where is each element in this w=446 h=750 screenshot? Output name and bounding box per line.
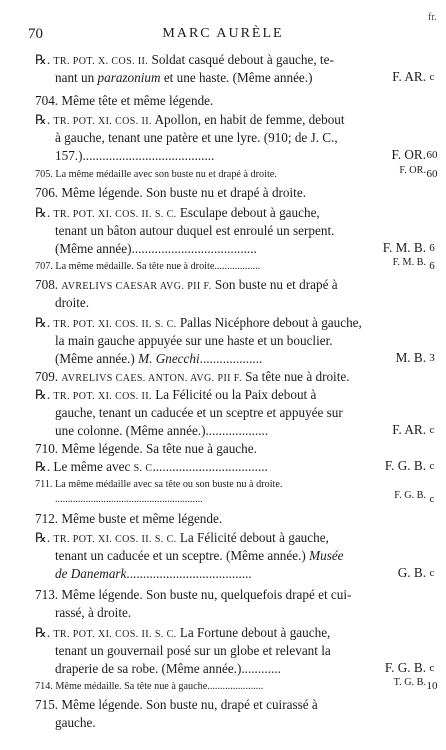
- metal-size-code: F. G. B.: [384, 660, 426, 675]
- metal-size-code: F. M. B.: [392, 257, 426, 268]
- metal-size-code: T. G. B.: [393, 677, 426, 688]
- text-line: [35, 51, 334, 70]
- text-run: 704. Même tête et même légende.: [35, 93, 214, 108]
- text-run: gauche.: [55, 715, 96, 730]
- text-line: [55, 422, 268, 439]
- text-line: [35, 258, 260, 275]
- text-run: ℞. Le même avec: [35, 459, 134, 474]
- text-run: une colonne. (Même année.)...................: [55, 423, 269, 438]
- text-run: Esculape debout à gauche,: [176, 205, 320, 220]
- text-run: Apollon, en habit de femme, debout: [151, 112, 345, 127]
- text-run: 706. Même légende. Son buste nu et drapé à droite.: [35, 185, 307, 200]
- margin-price: c: [429, 460, 435, 472]
- text-run: à gauche, tenant une patère et une lyre. (910; de J. C.,: [55, 130, 338, 145]
- text-run: TR. POT. XI. COS. II. S. C.: [53, 629, 177, 640]
- text-run: AVRELIVS CAES. ANTON. AVG. PII F.: [61, 373, 242, 384]
- metal-size-code: F. AR.: [392, 69, 426, 84]
- metal-size-code: F. OR.: [399, 165, 426, 176]
- text-line: [55, 129, 338, 146]
- text-run: TR. POT. XI. COS. II.: [53, 116, 152, 127]
- margin-price: 3: [429, 352, 435, 364]
- text-run: et une haste. (Même année.): [160, 70, 313, 85]
- text-run: TR. POT. XI. COS. II. S. C.: [53, 209, 177, 220]
- text-line: [55, 404, 343, 421]
- metal-size-code: M. B.: [395, 350, 426, 365]
- text-run: draperie de sa robe. (Même année.)............: [55, 661, 281, 676]
- text-run: M. Gnecchi: [138, 351, 200, 366]
- text-line: [55, 294, 89, 311]
- text-run: ..........................................................: [55, 494, 203, 505]
- margin-price: 60: [426, 168, 438, 180]
- text-run: rassé, à droite.: [55, 605, 132, 620]
- text-run: TR. POT. X. COS. II.: [53, 56, 149, 67]
- text-line: [55, 604, 131, 621]
- text-line: [35, 529, 329, 548]
- text-run: Musée: [309, 548, 344, 563]
- text-run: (Même année)......................................: [55, 241, 257, 256]
- text-line: [35, 368, 350, 387]
- text-line: [35, 586, 351, 603]
- text-line: [35, 166, 277, 183]
- text-run: ℞.: [35, 52, 54, 67]
- text-line: [35, 440, 257, 457]
- text-run: TR. POT. XI. COS. II. S. C.: [53, 534, 177, 545]
- text-run: 710. Même légende. Sa tête nue à gauche.: [35, 441, 257, 456]
- text-run: Pallas Nicéphore debout à gauche,: [176, 315, 362, 330]
- margin-price: c: [429, 567, 435, 579]
- metal-size-code: F. AR.: [392, 422, 426, 437]
- text-line: [35, 276, 338, 295]
- text-run: Son buste nu et drapé à: [211, 277, 338, 292]
- text-run: Sa tête nue à droite.: [241, 369, 350, 384]
- text-run: 713. Même légende. Son buste nu, quelquefois drapé et cui-: [35, 587, 352, 602]
- text-line: [35, 678, 263, 695]
- metal-size-code: G. B.: [397, 565, 426, 580]
- text-run: ℞.: [35, 625, 54, 640]
- text-line: [35, 696, 318, 713]
- text-run: 708.: [35, 277, 62, 292]
- text-run: 715. Même légende. Son buste nu, drapé et cuirassé à: [35, 697, 318, 712]
- text-line: [55, 222, 334, 239]
- text-line: [55, 240, 257, 257]
- metal-size-code: F. M. B.: [382, 240, 426, 255]
- text-run: de Danemark: [55, 566, 127, 581]
- margin-price: 6: [429, 260, 435, 272]
- margin-price: c: [429, 662, 435, 674]
- text-run: 714. Même médaille. Sa tête nue à gauche......................: [35, 681, 264, 692]
- text-run: S. C: [133, 463, 153, 474]
- text-run: droite.: [55, 295, 90, 310]
- text-run: Soldat casqué debout à gauche, te-: [148, 52, 334, 67]
- text-run: 712. Même buste et même légende.: [35, 511, 223, 526]
- text-line: [55, 547, 344, 564]
- text-run: tenant un gouvernail posé sur un globe et relevant la: [55, 643, 331, 658]
- margin-fragment: fr.: [428, 12, 437, 23]
- text-line: [55, 491, 203, 508]
- margin-price: 6: [429, 242, 435, 254]
- metal-size-code: F. G. B.: [384, 458, 426, 473]
- text-run: nant un: [55, 70, 98, 85]
- text-run: gauche, tenant un caducée et un sceptre et appuyée sur: [55, 405, 343, 420]
- margin-price: c: [429, 71, 435, 83]
- text-run: La Fortune debout à gauche,: [176, 625, 331, 640]
- text-line: [35, 624, 330, 643]
- text-run: TR. POT. XI. COS. II. S. C.: [53, 319, 177, 330]
- page-number: 70: [28, 26, 43, 42]
- text-line: [55, 350, 262, 367]
- text-run: ℞.: [35, 530, 54, 545]
- text-line: [35, 314, 362, 333]
- text-line: [55, 714, 96, 731]
- margin-price: c: [429, 424, 435, 436]
- text-run: ......................................: [126, 566, 252, 581]
- margin-price: c: [429, 493, 435, 505]
- text-run: tenant un bâton autour duquel est enroulé un serpent.: [55, 223, 335, 238]
- text-run: TR. POT. XI. COS. II.: [53, 391, 152, 402]
- text-line: [35, 184, 306, 201]
- text-line: [35, 386, 316, 405]
- text-run: La Félicité ou la Paix debout à: [151, 387, 317, 402]
- text-line: [35, 92, 213, 109]
- text-run: La Félicité debout à gauche,: [176, 530, 329, 545]
- text-run: (Même année.): [55, 351, 139, 366]
- text-line: [55, 660, 281, 677]
- page-header: [0, 26, 446, 46]
- margin-price: 10: [426, 680, 438, 692]
- text-run: ℞.: [35, 205, 54, 220]
- text-run: tenant un caducée et un sceptre. (Même année.): [55, 548, 310, 563]
- text-run: 711. La même médaille avec sa tête ou son buste nu à droite.: [35, 479, 283, 490]
- text-run: ℞.: [35, 387, 54, 402]
- text-line: [55, 642, 331, 659]
- text-run: ℞.: [35, 112, 54, 127]
- text-run: ...................................: [152, 459, 268, 474]
- metal-size-code: F. G. B.: [394, 490, 426, 501]
- running-title: MARC AURÈLE: [162, 26, 284, 41]
- text-line: [55, 69, 312, 86]
- text-line: [35, 111, 345, 130]
- text-run: ...................: [199, 351, 263, 366]
- metal-size-code: F. OR.: [391, 147, 426, 162]
- text-line: [55, 332, 333, 349]
- text-run: parazonium: [97, 70, 161, 85]
- text-run: 157.)........................................: [55, 148, 215, 163]
- text-line: [55, 565, 252, 582]
- text-run: ℞.: [35, 315, 54, 330]
- text-run: AVRELIVS CAESAR AVG. PII F.: [61, 281, 212, 292]
- text-run: 707. La même médaille. Sa tête nue à droite..................: [35, 261, 261, 272]
- margin-price: 60: [426, 149, 438, 161]
- text-run: 705. La même médaille avec son buste nu et drapé à droite.: [35, 169, 277, 180]
- text-line: [55, 147, 214, 164]
- text-line: [35, 510, 222, 527]
- text-run: la main gauche appuyée sur une haste et un bouclier.: [55, 333, 333, 348]
- text-line: [35, 458, 268, 477]
- text-run: 709.: [35, 369, 62, 384]
- text-line: [35, 204, 320, 223]
